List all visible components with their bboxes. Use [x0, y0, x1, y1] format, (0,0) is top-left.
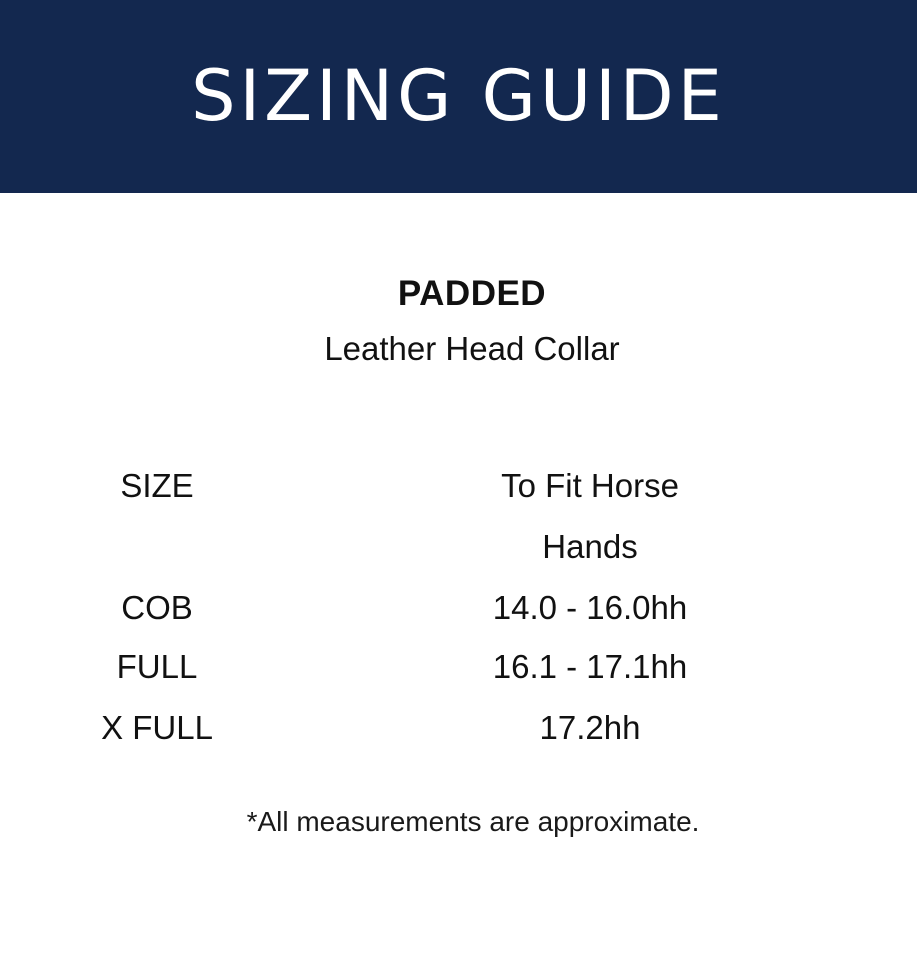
size-cell: FULL: [116, 648, 198, 685]
page-title: SIZING GUIDE: [191, 55, 726, 137]
fit-column-header-line2: Hands: [542, 528, 638, 565]
size-column-header: SIZE: [120, 467, 194, 504]
size-cell: X FULL: [101, 709, 213, 746]
product-name: Leather Head Collar: [324, 330, 620, 367]
product-type: PADDED: [397, 274, 547, 313]
fit-cell: 17.2hh: [539, 709, 641, 746]
fit-column-header-line1: To Fit Horse: [501, 467, 679, 504]
fit-cell: 14.0 - 16.0hh: [492, 589, 688, 626]
header-banner: [0, 0, 917, 193]
footnote: *All measurements are approximate.: [246, 806, 700, 837]
fit-cell: 16.1 - 17.1hh: [492, 648, 688, 685]
size-cell: COB: [121, 589, 193, 626]
